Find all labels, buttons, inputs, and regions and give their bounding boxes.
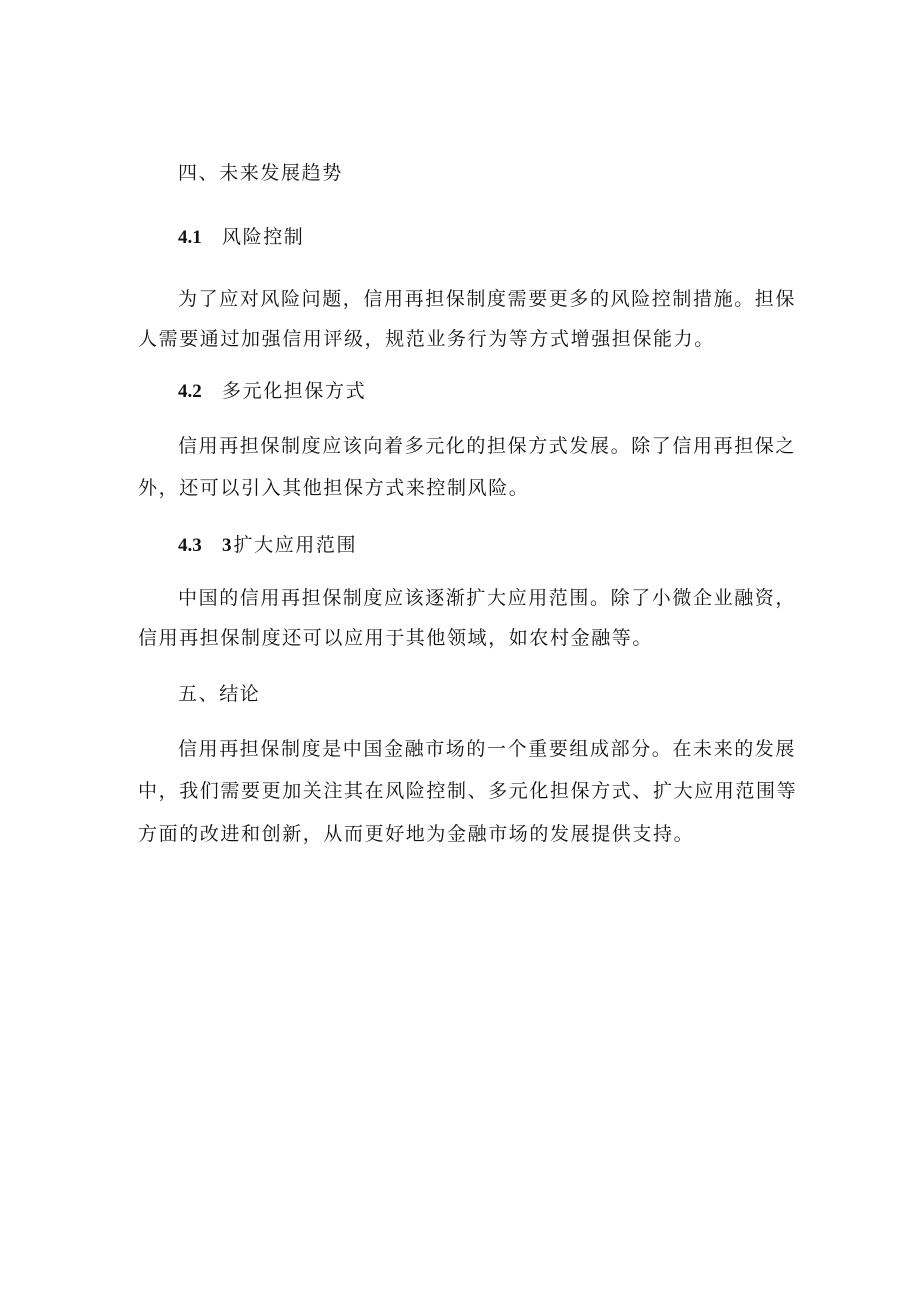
subsection-4-2-heading — [178, 379, 366, 404]
paragraph-line: 信用再担保制度还可以应用于其他领域，如农村金融等。 — [138, 627, 654, 649]
paragraph-line: 信用再担保制度是中国金融市场的一个重要组成部分。在未来的发展 — [178, 738, 797, 760]
paragraph-line: 人需要通过加强信用评级，规范业务行为等方式增强担保能力。 — [138, 328, 715, 350]
paragraph-line: 中国的信用再担保制度应该逐渐扩大应用范围。除了小微企业融资， — [178, 587, 797, 609]
section-4-heading: 四、未来发展趋势 — [178, 162, 343, 184]
subsection-number: 4.1 — [178, 227, 202, 248]
subsection-prefix: 3 — [222, 535, 232, 556]
subsection-4-1-heading — [178, 225, 304, 250]
paragraph-line: 为了应对风险问题，信用再担保制度需要更多的风险控制措施。担保 — [178, 288, 797, 310]
paragraph-line: 外，还可以引入其他担保方式来控制风险。 — [138, 477, 530, 499]
subsection-title: 扩大应用范围 — [233, 534, 358, 556]
paragraph-line: 方面的改进和创新，从而更好地为金融市场的发展提供支持。 — [138, 823, 695, 845]
section-5-heading: 五、结论 — [178, 683, 261, 705]
subsection-4-3-heading — [178, 533, 357, 558]
paragraph-line: 信用再担保制度应该向着多元化的担保方式发展。除了信用再担保之 — [178, 435, 797, 457]
subsection-title: 多元化担保方式 — [222, 380, 367, 402]
subsection-title: 风险控制 — [222, 226, 305, 248]
paragraph-line: 中，我们需要更加关注其在风险控制、多元化担保方式、扩大应用范围等 — [138, 780, 798, 802]
subsection-number: 4.3 — [178, 535, 202, 556]
subsection-number: 4.2 — [178, 381, 202, 402]
